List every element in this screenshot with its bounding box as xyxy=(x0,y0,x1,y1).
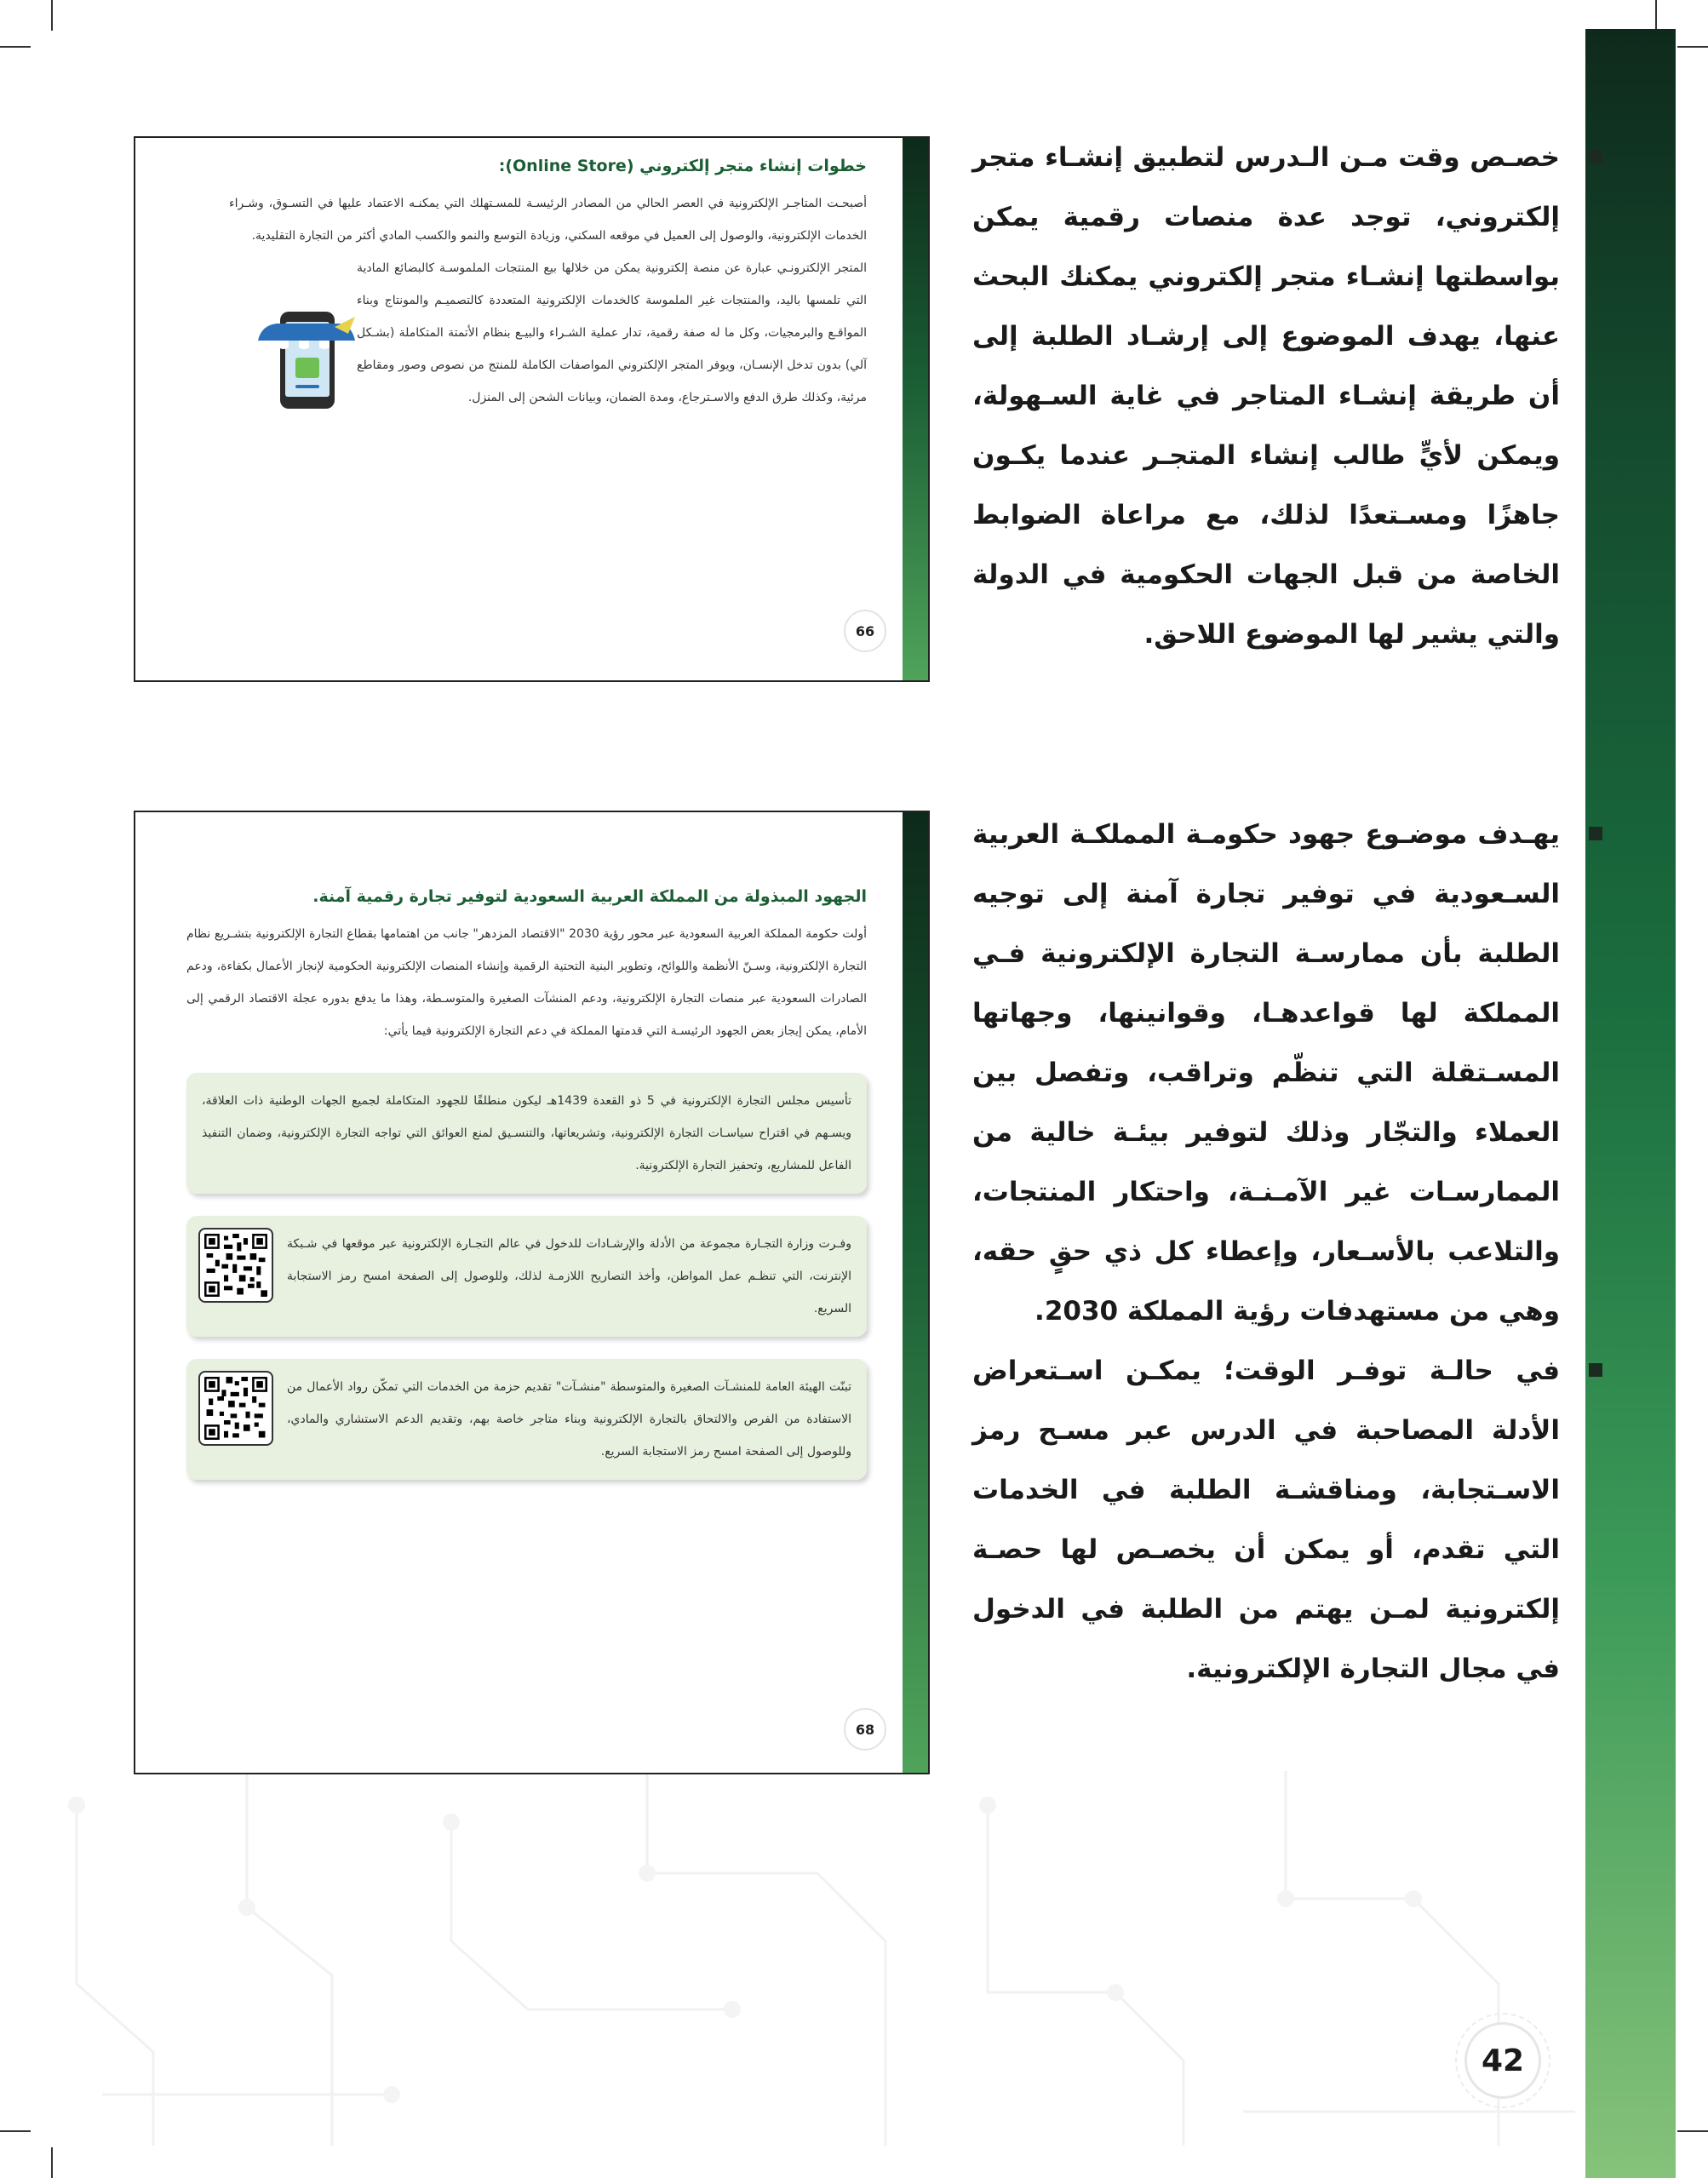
crop-mark xyxy=(51,0,53,31)
info-box xyxy=(186,1073,867,1194)
bullet-square-icon xyxy=(1589,1363,1602,1377)
textbook-page-thumbnail-66 xyxy=(134,136,930,682)
info-box-with-qr xyxy=(186,1359,867,1480)
info-box-with-qr xyxy=(186,1216,867,1337)
slide-page-number: 66 xyxy=(844,610,886,652)
slide-paragraph: أولت حكومة المملكة العربية السعودية عبر محور رؤية 2030 "الاقتصاد المزدهر" جانب من اهتمامها بقطاع التجارة الإلكترونية بتشـريع نظام التجارة الإلكترونية، وسـنّ الأنظمة واللوائح، وتطوير البنية التحتية الرقمية وإنشاء المنصات الإلكترونية الحكومية لإنجاز الأعمال بكفاءة، ودعم الصادرات السعودية عبر منصات التجارة الإلكترونية، ودعم المنشآت الصغيرة والمتوسـطة، وهذا ما يدفع بدوره عجلة الاقتصاد الرقمي إلى الأمام، يمكن إيجاز بعض الجهود الرئيسـة التي قدمتها المملكة في دعم التجارة الإلكترونية فيما يأتي: xyxy=(186,927,868,1038)
slide-title: الجهود المبذولة من المملكة العربية السعودية لتوفير تجارة رقمية آمنة. xyxy=(312,887,867,906)
crop-mark xyxy=(51,2147,53,2178)
qr-code-icon[interactable] xyxy=(198,1228,273,1303)
bullet-square-icon xyxy=(1589,827,1602,840)
slide-content xyxy=(186,887,867,1502)
bullet-text: خصـص وقت مـن الـدرس لتطبيق إنشـاء متجر إلكتروني، توجد عدة منصات رقمية يمكن بواسطتها إنشـاء متجر إلكتروني يمكنك البحث عنها، يهدف الموضوع إلى إرشـاد الطلبة إلى أن طريقة إنشـاء المتاجر في غاية السـهولة، ويمكن لأيٍّ طالب إنشاء المتجـر عندما يكـون جاهزًا ومسـتعدًا لذلك، مع مراعاة الضوابط الخاصة من قبل الجهات الحكومية في الدولة والتي يشير لها الموضوع اللاحق. xyxy=(972,142,1560,650)
bullet-item xyxy=(972,1341,1560,1699)
qr-code-icon[interactable] xyxy=(198,1371,273,1446)
slide-paragraph: المتجر الإلكترونـي عبارة عن منصة إلكترونية يمكن من خلالها بيع المنتجات الملموسـة كالبضائع المادية التي تلمسها باليد، والمنتجات غير الملموسة كالخدمات الإلكترونية المتعددة كالتصميـم والمونتاج وبناء المواقـع والبرمجيات، وكل ما له صفة رقمية، تدار عملية الشـراء والبيـع بنظام الأتمتة المتكاملة (بشـكل آلي) بدون تدخل الإنسـان، ويوفر المتجر الإلكتروني المواصفات الكاملة للمنتج من نصوص وصور ومقاطع مرئية، وكذلك طرق الدفع والاسـترجاع، ومدة الضمان، وبيانات الشحن إلى المنزل. xyxy=(357,261,867,404)
slide-title: خطوات إنشاء متجر إلكتروني (Online Store): xyxy=(498,157,867,175)
bullet-list-top xyxy=(972,128,1560,664)
slide-paragraph: أصبحـت المتاجـر الإلكترونية في العصر الحالي من المصادر الرئيسـة للمسـتهلك التي يمكنـه الاعتماد عليها في التسـوق، وشـراء الخدمات الإلكترونية، والوصول إلى العميل في موقعه السكني، وزيادة التوسع والنمو والكسب المادي أكثر من التجارة التقليدية. xyxy=(229,197,867,243)
circuit-decoration xyxy=(51,1771,1575,2146)
online-store-phone-icon xyxy=(246,300,365,419)
info-box-text: وفـرت وزارة التجـارة مجموعة من الأدلة والإرشـادات للدخول في عالم التجـارة الإلكترونية عبر موقعها في شـبكة الإنترنت، التي تنظـم عمل المواطن، وأخذ التصاريح اللازمـة لذلك، وللوصول إلى الصفحة امسح رمز الاستجابة السريع. xyxy=(287,1237,851,1315)
bullet-list-bottom xyxy=(972,805,1560,1699)
bullet-item xyxy=(972,805,1560,1341)
crop-mark xyxy=(1677,46,1708,48)
page-number: 42 xyxy=(1464,2022,1541,2099)
slide-green-stripe xyxy=(903,138,928,680)
crop-mark xyxy=(1677,2130,1708,2132)
crop-mark xyxy=(0,2130,31,2132)
crop-mark xyxy=(0,46,31,48)
slide-page-number: 68 xyxy=(844,1708,886,1751)
slide-green-stripe xyxy=(903,812,928,1773)
textbook-page-thumbnail-68 xyxy=(134,811,930,1774)
decorative-side-band xyxy=(1585,29,1676,2178)
bullet-text: يهـدف موضـوع جهود حكومـة المملكـة العربية السـعودية في توفير تجارة آمنة إلى توجيه الطلبة بأن ممارسـة التجارة الإلكترونية فـي المملكة لها قواعدهـا، وقوانينها، وجهاتها المسـتقلة التي تنظّم وتراقب، وتفصل بين العملاء والتجّار وذلك لتوفير بيئـة خالية من الممارسـات غير الآمـنـة، واحتكار المنتجات، والتلاعب بالأسـعار، وإعطاء كل ذي حقٍ حقه، وهي من مستهدفات رؤية المملكة 2030. xyxy=(972,819,1560,1327)
info-box-text: تبنّت الهيئة العامة للمنشـآت الصغيرة والمتوسطة "منشـآت" تقديم حزمة من الخدمات التي تمكّن رواد الأعمال من الاستفادة من الفرص والالتحاق بالتجارة الإلكترونية وبناء متاجر خاصة بهم، وتقديم الدعم الاستشاري والمادي، وللوصول إلى الصفحة امسح رمز الاستجابة السريع. xyxy=(287,1380,851,1459)
bullet-item xyxy=(972,128,1560,664)
info-box-text: تأسيس مجلس التجارة الإلكترونية في 5 ذو القعدة 1439هـ ليكون منطلقًا للجهود المتكاملة لجميع الجهات الوطنية ذات العلاقة، ويسـهم في اقتراح سياسـات التجارة الإلكترونية، وتشريعاتها، والتنسـيق لمنع العوائق التي تواجه التجارة الإلكترونية، وضمان التنفيذ الفاعل للمشاريع، وتحفيز التجارة الإلكترونية. xyxy=(202,1094,851,1172)
bullet-square-icon xyxy=(1589,150,1602,163)
crop-mark xyxy=(1655,0,1657,31)
bullet-text: في حالـة توفـر الوقت؛ يمكـن اسـتعراض الأدلة المصاحبة في الدرس عبر مسـح رمز الاسـتجابة، ومناقشـة الطلبة في الخدمات التي تقدم، أو يمكن أن يخصـص لها حصـة إلكترونية لمـن يهتم من الطلبة في الدخول في مجال التجارة الإلكترونية. xyxy=(972,1356,1560,1684)
